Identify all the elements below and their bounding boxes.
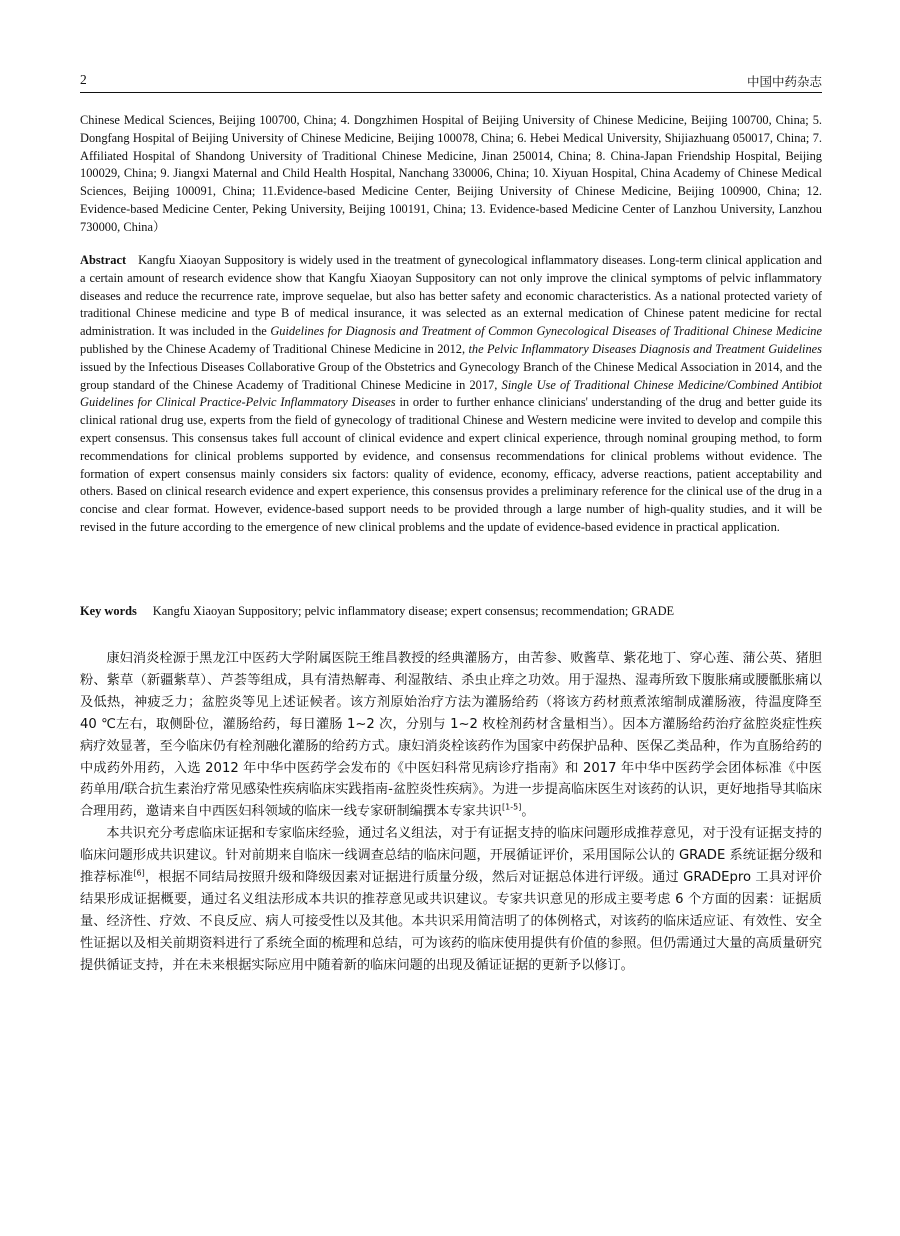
body-paragraph-1-text: 康妇消炎栓源于黑龙江中医药大学附属医院王维昌教授的经典灌肠方，由苦参、败酱草、紫花地丁、穿心莲、蒲公英、猪胆粉、紫草（新疆紫草）、芦荟等组成，具有清热解毒、利湿散结、杀虫止痒之功效。用于湿热、湿毒所致下腹胀痛或腰骶胀痛以及低热，神疲乏力；盆腔炎等见上述证候者。该方剂原始治疗方法为灌肠给药（将该方药材煎煮浓缩制成灌肠液，待温度降至 40 ℃左右，取侧卧位，灌肠给药，每日灌肠 1~2 次，分别与 1~2 枚栓剂药材含量相当）。因本方灌肠给药治疗盆腔炎症性疾病疗效显著，至今临床仍有栓剂融化灌肠的给药方式。康妇消炎栓该药作为国家中药保护品种、医保乙类品种，作为直肠给药的中成药外用药，入选 2012 年中华中医药学会发布的《中医妇科常见病诊疗指南》和 2017 年中华中医药学会团体标准《中医药单用/联合抗生素治疗常见感染性疾病临床实践指南-盆腔炎性疾病》。为进一步提高临床医生对该药的认识，更好地指导其临床合理用药，邀请来自中西医妇科领域的临床一线专家研制编撰本专家共识 bbox=[80, 651, 822, 820]
abstract-italic-title-2: the Pelvic Inflammatory Diseases Diagnosis and Treatment Guidelines bbox=[468, 341, 822, 356]
keywords-label: Key words bbox=[80, 604, 137, 618]
body-paragraph-2 bbox=[80, 823, 822, 976]
abstract bbox=[80, 252, 822, 537]
abstract-label: Abstract bbox=[80, 253, 127, 267]
abstract-text-4: in order to further enhance clinicians' understanding of the drug and better guide its clinical rational drug use, experts from the field of gynecology of traditional Chinese and Western medicine were invited to develop and compile this expert consensus. This consensus takes full account of clinical evidence and expert clinical experience, through nominal grouping method, to form recommendations for clinical problems supported by evidence, and consensus recommendations for clinical problems without evidence. The formation of expert consensus mainly considers six factors: quality of evidence, economy, efficacy, adverse reactions, patient acceptability and others. Based on clinical research evidence and expert experience, this consensus provides a preliminary reference for the clinical use of the drug in a concise and clear format. However, evidence-based support needs to be provided through a large number of high-quality studies, and it will be revised in the future according to the emergence of new clinical problems and the update of evidence-based evidence in practical application. bbox=[80, 395, 823, 534]
abstract-italic-title-1: Guidelines for Diagnosis and Treatment of Common Gynecological Diseases of Traditional Chinese Medicine bbox=[270, 324, 822, 339]
citation-1-5[interactable]: [1-5] bbox=[502, 802, 522, 812]
page-header bbox=[80, 70, 822, 93]
citation-6[interactable]: [6] bbox=[133, 868, 145, 878]
body-paragraph-1 bbox=[80, 648, 822, 823]
keywords-text: Kangfu Xiaoyan Suppository; pelvic inflammatory disease; expert consensus; recommendation; GRADE bbox=[152, 604, 675, 618]
affiliations: Chinese Medical Sciences, Beijing 100700, China; 4. Dongzhimen Hospital of Beijing University of Chinese Medicine, Beijing 100700, China; 5. Dongfang Hospital of Beijing University of Chinese Medicine, Beijing 100078, China; 6. Hebei Medical University, Shijiazhuang 050017, China; 7. Affiliated Hospital of Shandong University of Traditional Chinese Medicine, Jinan 250014, China; 8. China-Japan Friendship Hospital, Beijing 100029, China; 9. Jiangxi Maternal and Child Health Hospital, Nanchang 330006, China; 10. Xiyuan Hospital, China Academy of Chinese Medical Sciences, Beijing 100091, China; 11.Evidence-based Medicine Center, Beijing University of Chinese Medicine, Beijing 100900, China; 12. Evidence-based Medicine Center, Peking University, Beijing 100191, China; 13. Evidence-based Medicine Center of Lanzhou University, Lanzhou 730000, China） bbox=[80, 113, 822, 234]
body-text bbox=[80, 648, 822, 977]
journal-name: 中国中药杂志 bbox=[746, 74, 822, 89]
body-paragraph-2-text-a: 本共识充分考虑临床证据和专家临床经验，通过名义组法，对于有证据支持的临床问题形成推荐意见，对于没有证据支持的临床问题形成共识建议。针对前期来自临床一线调查总结的临床问题，开展循证评价，采用国际公认的 GRADE 系统证据分级和推荐标准 bbox=[80, 826, 823, 886]
body-paragraph-2-text-b: ，根据不同结局按照升级和降级因素对证据进行质量分级，然后对证据总体进行评级。通过 GRADEpro 工具对评价结果形成证据概要，通过名义组法形成本共识的推荐意见或共识建议。专家共识意见的形成主要考虑 6 个方面的因素：证据质量、经济性、疗效、不良反应、病人可接受性以及其他。本共识采用简洁明了的体例格式，对该药的临床适应证、有效性、安全性证据以及相关前期资料进行了系统全面的梳理和总结，可为该药的临床使用提供有价值的参照。但仍需通过大量的高质量研究提供循证支持，并在未来根据实际应用中随着新的临床问题的出现及循证证据的更新予以修订。 bbox=[80, 870, 822, 973]
abstract-italic-title-3: Single Use of Traditional Chinese Medicine/Combined Antibiot Guidelines for Clinical Practice-Pelvic Inflammatory Diseases bbox=[80, 377, 822, 410]
keywords bbox=[80, 603, 822, 621]
paper-page bbox=[80, 0, 822, 1236]
page-number: 2 bbox=[80, 72, 87, 87]
abstract-text-2: published by the Chinese Academy of Traditional Chinese Medicine in 2012, bbox=[80, 341, 469, 356]
abstract-text-1: Kangfu Xiaoyan Suppository is widely used in the treatment of gynecological inflammatory diseases. Long-term clinical application and a certain amount of research evidence show that Kangfu Xiaoyan Suppository can not only improve the clinical symptoms of pelvic inflammatory diseases and reduce the recurrence rate, improve sequelae, but also has better safety and economic characteristics. As a national protected variety of traditional Chinese medicine and type B of medical insurance, it was selected as an external medication of Chinese patent medicine for rectal administration. It was included in the bbox=[80, 253, 822, 339]
abstract-text-3: issued by the Infectious Diseases Collaborative Group of the Obstetrics and Gynecology Branch of the Chinese Medical Association in 2014, and the group standard of the Chinese Academy of Traditional Chinese Medicine in 2017, bbox=[80, 359, 822, 392]
body-paragraph-1-end: 。 bbox=[521, 804, 535, 820]
